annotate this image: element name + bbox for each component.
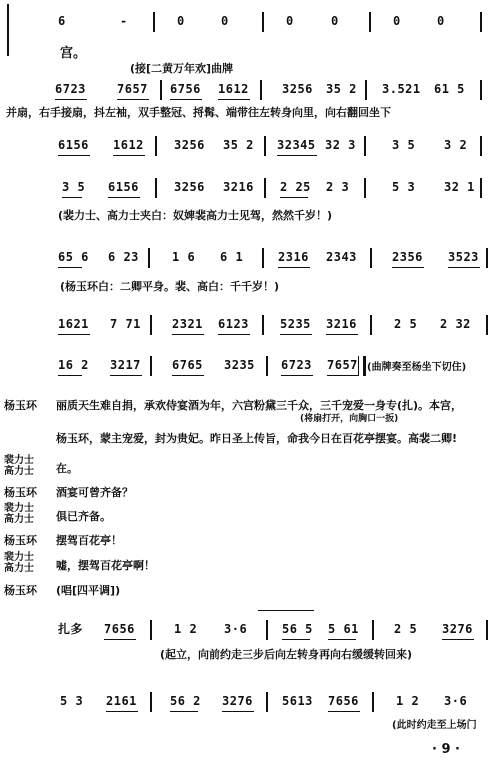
note-cell: 2356 — [392, 250, 423, 264]
barline — [153, 12, 155, 32]
notation-row-3 — [0, 134, 500, 160]
note-cell: 7 71 — [110, 317, 141, 331]
barline — [155, 178, 157, 198]
underline — [328, 639, 356, 640]
barline — [372, 692, 374, 712]
barline — [155, 136, 157, 156]
end-barline — [358, 356, 366, 376]
note-cell: 6756 — [170, 82, 201, 96]
speaker-pei-gao — [4, 503, 34, 525]
dialog-line: 嘘，摆驾百花亭啊！ — [56, 559, 155, 572]
underline — [448, 267, 480, 268]
note-cell: 3216 — [223, 180, 254, 194]
underline — [327, 375, 359, 376]
speaker-pei: 裴力士 — [4, 455, 34, 466]
note-cell: 16 2 — [58, 358, 89, 372]
note-cell: 1612 — [113, 138, 144, 152]
notation-row-2 — [0, 78, 500, 104]
underline — [62, 197, 82, 198]
dialog-line: 丽质天生难自捐，承欢侍宴酒为年，六宫粉黛三千众，三千宠爱一身专(扎)。本宫， — [56, 399, 463, 412]
speaker-gao: 高力士 — [4, 514, 34, 525]
underline — [218, 99, 250, 100]
notation-row-8 — [0, 618, 500, 644]
barline — [266, 692, 268, 712]
notation-row-5 — [0, 246, 500, 272]
note-cell: 6123 — [218, 317, 249, 331]
underline — [117, 99, 149, 100]
note-cell: 6 — [58, 14, 66, 28]
notation-row-4 — [0, 176, 500, 202]
notation-row-1 — [0, 10, 500, 36]
note-cell: 5235 — [280, 317, 311, 331]
note-cell: 7657 — [117, 82, 148, 96]
barline — [480, 12, 482, 32]
barline — [369, 12, 371, 32]
note-cell: 6723 — [55, 82, 86, 96]
barline — [264, 136, 266, 156]
underline — [442, 639, 474, 640]
barline — [148, 248, 150, 268]
note-cell: 7657 — [327, 358, 358, 372]
note-cell: 3 5 — [392, 138, 416, 152]
barline — [266, 356, 268, 376]
underline — [218, 334, 250, 335]
note-cell: 2 32 — [440, 317, 471, 331]
barline — [370, 315, 372, 335]
note-cell: 6 1 — [220, 250, 244, 264]
barline — [486, 315, 488, 335]
underline — [170, 99, 202, 100]
barline — [480, 136, 482, 156]
note-cell: 5613 — [282, 694, 313, 708]
underline — [58, 155, 90, 156]
page-number: · 9 · — [432, 742, 460, 757]
note-cell: 6156 — [108, 180, 139, 194]
underline — [104, 639, 136, 640]
note-cell: 6 23 — [108, 250, 139, 264]
speaker-yang: 杨玉环 — [4, 534, 37, 547]
note-cell: 6156 — [58, 138, 89, 152]
underline — [108, 197, 140, 198]
speaker-gao: 高力士 — [4, 563, 34, 574]
note-cell: 0 — [437, 14, 445, 28]
note-cell: 扎多 — [58, 622, 84, 636]
dialog-line: 酒宴可曾齐备？ — [56, 486, 133, 499]
note-cell: 35 2 — [326, 82, 357, 96]
note-cell: 32 1 — [444, 180, 475, 194]
note-cell: 3235 — [224, 358, 255, 372]
qupai-note: (接[二黄万年欢]曲牌 — [130, 62, 234, 75]
speaker-pei-gao — [4, 552, 34, 574]
speaker-pei: 裴力士 — [4, 552, 34, 563]
stage-direction-1: 并扇，右手接扇，抖左袖，双手整冠、捋髯、端带往左转身向里，向右翻回坐下 — [6, 106, 391, 119]
note-cell: 2161 — [106, 694, 137, 708]
barline — [480, 80, 482, 100]
note-cell: 1 2 — [396, 694, 420, 708]
barline — [262, 315, 264, 335]
barline — [150, 692, 152, 712]
note-cell: 3276 — [442, 622, 473, 636]
stage-direction-4: (起立，向前约走三步后向左转身再向右缓缓转回来) — [160, 648, 413, 661]
barline — [260, 80, 262, 100]
lyric-gong: 宫。 — [60, 46, 87, 61]
barline — [264, 178, 266, 198]
underline — [113, 155, 145, 156]
note-cell: 56 2 — [170, 694, 201, 708]
barline — [262, 248, 264, 268]
note-cell: 2 25 — [280, 180, 311, 194]
note-cell: 3.521 — [382, 82, 421, 96]
note-cell: 3256 — [174, 138, 205, 152]
speaker-yang: 杨玉环 — [4, 584, 37, 597]
note-cell: 3217 — [110, 358, 141, 372]
note-cell: 7656 — [328, 694, 359, 708]
dialog-line: 俱已齐备。 — [56, 510, 111, 523]
notation-row-7 — [0, 354, 500, 380]
barline — [150, 620, 152, 640]
stage-direction-2: (裴力士、高力士夹白：奴婢裴高力士见驾，然然千岁！) — [58, 209, 333, 222]
underline — [281, 375, 313, 376]
stage-direction-3: (杨玉环白：二卿平身。裴、高白：千千岁！) — [60, 280, 280, 293]
note-cell: 65 6 — [58, 250, 89, 264]
note-cell: 3216 — [326, 317, 357, 331]
note-cell: 56 5 — [282, 622, 313, 636]
underline — [222, 711, 254, 712]
underline — [282, 639, 310, 640]
note-cell: - — [120, 14, 128, 28]
note-cell: 2343 — [326, 250, 357, 264]
underline — [58, 375, 82, 376]
note-cell: 5 3 — [392, 180, 416, 194]
note-cell: 2 5 — [394, 622, 418, 636]
speaker-pei-gao — [4, 455, 34, 477]
note-cell: 6765 — [172, 358, 203, 372]
note-cell: 32 3 — [325, 138, 356, 152]
underline — [172, 375, 204, 376]
dialog-line: (唱[四平调]) — [56, 584, 121, 597]
note-cell: 2 5 — [394, 317, 418, 331]
note-cell: 5 3 — [60, 694, 84, 708]
underline — [326, 334, 358, 335]
dialog-aside: (将扇打开，向胸口一扳) — [300, 414, 399, 424]
note-cell: 3256 — [282, 82, 313, 96]
speaker-pei: 裴力士 — [4, 503, 34, 514]
barline — [150, 315, 152, 335]
note-cell: 3 5 — [62, 180, 86, 194]
underline — [55, 99, 87, 100]
stage-direction-5: (此时约走至上场门 — [392, 720, 477, 731]
underline — [278, 267, 310, 268]
note-cell: 2 3 — [326, 180, 350, 194]
barline — [364, 136, 366, 156]
note-cell: 1621 — [58, 317, 89, 331]
note-cell: 0 — [286, 14, 294, 28]
barline — [364, 178, 366, 198]
underline — [110, 375, 142, 376]
note-cell: 0 — [177, 14, 185, 28]
dialog-line: 在。 — [56, 462, 78, 475]
dialog-line: 杨玉环，蒙主宠爱，封为贵妃。昨日圣上传旨，命我今日在百花亭摆宴。高裴二卿! — [56, 432, 458, 445]
underline — [280, 197, 308, 198]
barline — [372, 620, 374, 640]
speaker-yang: 杨玉环 — [4, 399, 37, 412]
notation-row-9 — [0, 690, 500, 716]
slur-line — [258, 610, 314, 611]
dialog-line: 摆驾百花亭！ — [56, 534, 122, 547]
note-cell: 5 61 — [328, 622, 359, 636]
barline — [266, 620, 268, 640]
barline — [262, 12, 264, 32]
note-cell: 0 — [393, 14, 401, 28]
speaker-yang: 杨玉环 — [4, 486, 37, 499]
note-cell: 0 — [331, 14, 339, 28]
underline — [280, 334, 312, 335]
underline — [172, 334, 204, 335]
barline — [486, 620, 488, 640]
barline — [160, 80, 162, 100]
note-cell: 35 2 — [223, 138, 254, 152]
note-cell: 3 2 — [444, 138, 468, 152]
note-cell: 0 — [221, 14, 229, 28]
note-cell: 1612 — [218, 82, 249, 96]
note-cell: 6723 — [281, 358, 312, 372]
note-cell: 3523 — [448, 250, 479, 264]
notation-row-6 — [0, 313, 500, 339]
barline — [150, 356, 152, 376]
underline — [106, 711, 138, 712]
underline — [58, 267, 82, 268]
note-cell: 7656 — [104, 622, 135, 636]
note-cell: 1 2 — [174, 622, 198, 636]
barline — [365, 80, 367, 100]
note-cell: 3·6 — [444, 694, 468, 708]
note-cell: 61 5 — [434, 82, 465, 96]
note-cell: 2316 — [278, 250, 309, 264]
note-cell: 3·6 — [224, 622, 248, 636]
barline — [486, 248, 488, 268]
qupai-cut-note: (曲牌奏至杨坐下切住) — [367, 362, 467, 373]
underline — [170, 711, 198, 712]
speaker-gao: 高力士 — [4, 466, 34, 477]
barline — [370, 248, 372, 268]
barline — [480, 178, 482, 198]
note-cell: 3276 — [222, 694, 253, 708]
note-cell: 2321 — [172, 317, 203, 331]
underline — [392, 267, 424, 268]
note-cell: 3256 — [174, 180, 205, 194]
underline — [328, 711, 360, 712]
note-cell: 32345 — [277, 138, 316, 152]
underline — [58, 334, 90, 335]
underline — [277, 155, 317, 156]
note-cell: 1 6 — [172, 250, 196, 264]
